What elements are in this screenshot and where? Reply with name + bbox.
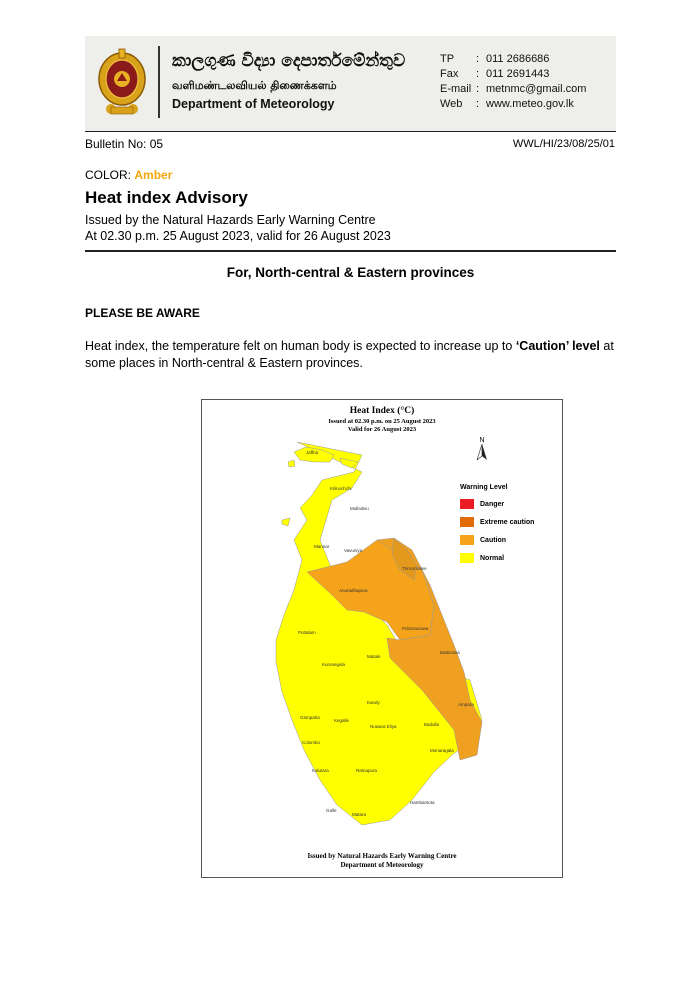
advisory-body [85, 338, 620, 372]
district-label-hambantota: Hambantota [410, 800, 435, 805]
district-label-ampara: Ampara [458, 702, 474, 707]
letterhead-divider [158, 46, 160, 118]
contact-value[interactable]: www.meteo.gov.lk [486, 98, 574, 110]
sri-lanka-map [202, 400, 562, 877]
district-label-trincomalee: Trincomalee [402, 566, 427, 571]
target-provinces: For, North-central & Eastern provinces [226, 265, 475, 280]
issued-at: At 02.30 p.m. 25 August 2023, valid for 26 August 2023 [85, 229, 391, 243]
district-label-matale: Matale [367, 654, 381, 659]
district-label-polonnaruwa: Polonnaruwa [402, 626, 429, 631]
north-arrow-icon [476, 444, 488, 460]
letterhead [85, 36, 616, 132]
map-footer-issuer: Issued by Natural Hazards Early Warning Centre [307, 852, 457, 860]
district-label-gampaha: Gampaha [300, 715, 320, 720]
department-name-tamil: வளிமண்டலவியல் திணைக்களம் [172, 79, 337, 92]
district-label-kalutara: Kalutara [312, 768, 329, 773]
contact-row-web: Web : www.meteo.gov.lk [440, 98, 574, 110]
legend-swatch [460, 535, 474, 545]
map-subtitle-issued: Issued at 02.30 p.m. on 25 August 2023 [328, 418, 436, 425]
district-label-vavuniya: Vavuniya [344, 548, 363, 553]
legend-title: Warning Level [460, 484, 508, 491]
contact-value: 011 2686686 [486, 53, 550, 65]
aware-heading: PLEASE BE AWARE [85, 306, 200, 320]
district-label-puttalam: Puttalam [298, 630, 316, 635]
district-label-mullaitivu: Mullaitivu [350, 506, 369, 511]
district-label-kilinochchi: Kilinochchi [330, 486, 352, 491]
north-label: N [479, 437, 485, 444]
bulletin-reference: WWL/HI/23/08/25/01 [512, 138, 615, 150]
legend-item-extreme-caution [460, 516, 534, 528]
legend-label: Caution [480, 536, 507, 544]
north-arrow [476, 437, 488, 462]
district-label-badulla: Badulla [424, 722, 440, 727]
contact-label: E-mail [440, 83, 472, 95]
legend-label: Danger [480, 500, 505, 508]
body-text-bold: ‘Caution’ level [515, 339, 600, 353]
legend-item-normal [460, 552, 534, 564]
bulletin-number: Bulletin No: 05 [85, 137, 164, 151]
district-label-kegalle: Kegalle [334, 718, 350, 723]
map-title: Heat Index (°C) [349, 406, 415, 416]
map-island-small-1 [288, 460, 295, 467]
district-label-matara: Matara [352, 812, 367, 817]
legend-item-caution [460, 534, 534, 546]
color-value: Amber [134, 168, 173, 182]
district-label-anuradhapura: Anuradhapura [339, 588, 368, 593]
map-subtitle-valid: Valid for 26 August 2023 [347, 426, 417, 433]
contact-label: Fax [440, 68, 459, 80]
advisory-title: Heat index Advisory [85, 188, 248, 207]
district-label-ratnapura: Ratnapura [356, 768, 378, 773]
district-label-colombo: Colombo [302, 740, 321, 745]
issued-by: Issued by the Natural Hazards Early Warning Centre [85, 213, 376, 227]
department-name-english: Department of Meteorology [172, 97, 335, 111]
contact-label: TP [440, 53, 455, 65]
body-text-part2: at some places in North-central & Eastern provinces. [85, 339, 614, 370]
district-label-kurunegala: Kurunegala [322, 662, 346, 667]
map-footer-department: Department of Meteorology [340, 860, 424, 869]
district-label-batticaloa: Batticaloa [440, 650, 460, 655]
contact-row-fax: Fax : 011 2691443 [440, 68, 550, 80]
contact-value[interactable]: metnmc@gmail.com [486, 83, 587, 95]
department-name-sinhala: කාලගුණ විද්‍යා දෙපාර්තමේන්තුව [172, 51, 406, 71]
contact-details [440, 52, 586, 112]
sri-lanka-emblem-icon [97, 45, 147, 119]
map-subtitle [202, 418, 562, 434]
legend-item-danger [460, 498, 534, 510]
legend-swatch [460, 553, 474, 563]
district-label-jaffna: Jaffna [306, 450, 319, 455]
contact-label: Web [440, 98, 463, 110]
district-label-galle: Galle [326, 808, 337, 813]
body-text-part1: Heat index, the temperature felt on human body is expected to increase up to [85, 339, 516, 353]
map-legend [460, 484, 534, 570]
district-label-nuwara-eliya: Nuwara Eliya [370, 724, 397, 729]
issue-info [85, 212, 391, 244]
legend-swatch [460, 499, 474, 509]
color-level [85, 168, 172, 182]
color-label: COLOR: [85, 168, 132, 182]
heat-index-map [201, 399, 563, 878]
legend-label: Normal [480, 554, 505, 562]
legend-swatch [460, 517, 474, 527]
section-divider [85, 250, 616, 252]
contact-row-tp: TP : 011 2686686 [440, 53, 550, 65]
district-label-mannar: Mannar [314, 544, 330, 549]
district-label-monaragala: Monaragala [430, 748, 454, 753]
legend-label: Extreme caution [480, 518, 535, 526]
map-island-small-3 [282, 518, 290, 526]
contact-value: 011 2691443 [486, 68, 550, 80]
contact-row-email: E-mail : metnmc@gmail.com [440, 83, 587, 95]
map-footer [202, 852, 562, 869]
district-label-kandy: Kandy [367, 700, 380, 705]
